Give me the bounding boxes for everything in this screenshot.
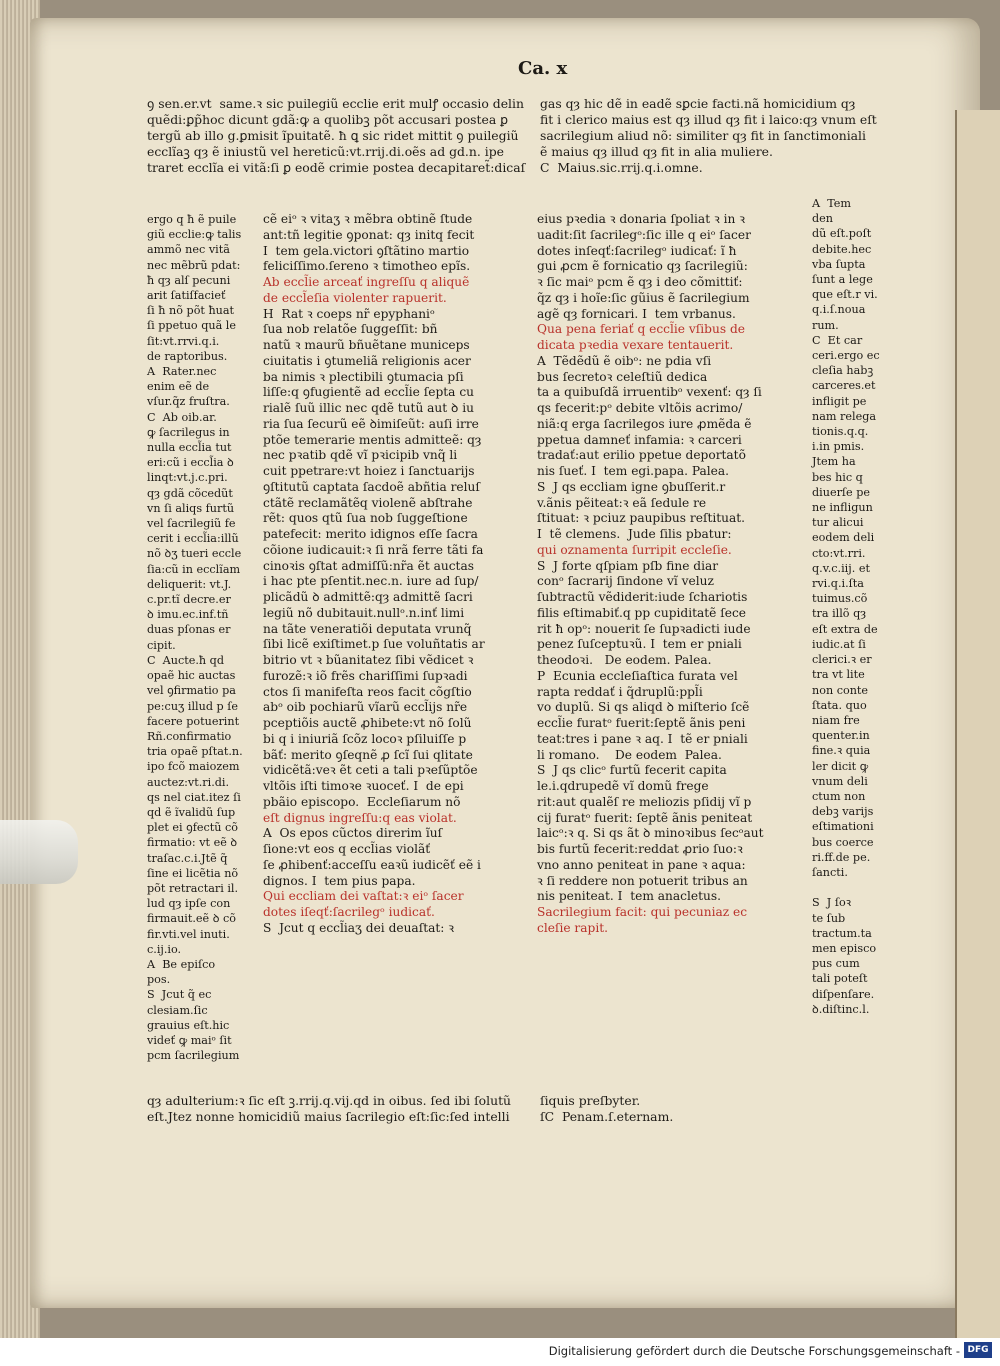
col2-line: bi q i iniuriã ſcõz locoꝛ pſiluiſſe p: [263, 731, 467, 746]
col3-line: v.ãnis pẽiteat:ꝛ eã ſedule re: [537, 495, 707, 510]
col1-line: põt retractari il.: [147, 881, 239, 895]
col2-line: legiũ nõ dubitauit.nullᵒ.n.inť limi: [263, 605, 465, 620]
col4-line: fine.ꝛ quia: [812, 744, 871, 758]
col3-line: P Ecunia eccleſiaſtica furata vel: [537, 668, 738, 683]
col2-line: plicãdũ ꝺ admittẽ:qȝ admittẽ ſacri: [263, 590, 473, 604]
col2-line: bitrio vt ꝛ bũanitatez ſibi vẽdicet ꝛ: [263, 653, 474, 667]
col4-line: diuerſe pe: [812, 485, 871, 499]
col1-line: plet ei ꝯfectũ cõ: [147, 821, 239, 835]
col4-line: clerici.ꝛ er: [812, 653, 872, 667]
column-main-left: [263, 212, 485, 937]
col1-line: cerit i eccl̃ia:illũ: [147, 532, 239, 546]
top_right-line: C Maius.sic.rrij.q.i.omne.: [540, 159, 703, 175]
col1-line: vſur.q̃z fruſtra.: [147, 395, 230, 409]
col1-line: pcm ſacrilegium: [147, 1049, 240, 1063]
col4-line: tra illõ qȝ: [812, 607, 867, 621]
col1-line: ſia:cũ in ecclĩam: [147, 562, 241, 576]
col2-line: rialẽ ſuũ illic nec qdẽ tutũ aut ꝺ iu: [263, 401, 474, 415]
col3-line: vno anno peniteat in pane ꝛ aqua:: [537, 857, 746, 872]
top-left-text: [147, 96, 525, 176]
col2-line: cẽ eiᵒ ꝛ vitaʒ ꝛ mẽbra obtinẽ ſtude: [263, 212, 473, 226]
col1-line: facere potuerint: [147, 714, 240, 728]
col1-line: qȝ gdã cõcedũt: [147, 486, 233, 500]
col1-line: c.pr.tĩ decre.er: [147, 593, 231, 607]
col4-line: tuimus.cõ: [812, 592, 868, 606]
col3-line: cleſie rapit.: [537, 920, 608, 935]
col1-line: duas pſonas er: [147, 623, 231, 637]
col1-line: nõ ꝺʒ tueri eccle: [147, 547, 242, 561]
col3-line: conᵒ ſacrarij ſindone vĩ veluz: [537, 574, 714, 589]
dfg-logo: DFG: [964, 1342, 992, 1358]
col3-line: li romano. De eodem Palea.: [537, 747, 722, 762]
col2-line: I tem gela.victori ꝯſtãtino martio: [263, 243, 470, 258]
col1-line: ſi ppetuo quã le: [147, 319, 237, 333]
col2-line: eſt dignus ingreſſu:q eas violat.: [263, 810, 457, 825]
col4-line: eſt extra de: [812, 622, 878, 636]
col4-line: eodem deli: [812, 531, 875, 545]
col3-line: ꝛ ſic maiᵒ pcm ẽ qȝ i deo cõmittiť:: [537, 275, 743, 289]
col1-line: Rñ.confirmatio: [147, 729, 232, 743]
col4-line: ꝺ.diſtinc.l.: [812, 1002, 870, 1016]
col4-line: diſpenſare.: [812, 987, 875, 1001]
top_right-line: sacrilegium aliud nõ: similiter qȝ fit in ſanctimoniali: [540, 127, 866, 143]
col4-line: ceri.ergo ec: [812, 349, 880, 363]
col1-line: tria opaẽ pſtat.n.: [147, 745, 243, 759]
col2-line: i hac pte pſentit.nec.n. iure ad ſup/: [263, 574, 479, 589]
col4-line: tionis.q.q.: [812, 425, 869, 439]
col2-line: Ab eccl̃ie arceať ingreſſu q aliquẽ: [263, 275, 470, 289]
col3-line: uadit:ſit ſacrilegᵒ:ſic ille q eiᵒ ſacer: [537, 227, 751, 242]
col1-line: ꝺ imu.ec.inf.tñ: [147, 608, 229, 622]
col1-line: pe:cuʒ illud p ſe: [147, 699, 239, 713]
top_left-line: ꝯ sen.er.vt same.ꝛ sic puilegiũ ecclie erit mulꝭ occasio delin: [147, 96, 524, 111]
bottom-right-text: [540, 1093, 673, 1125]
col4-line: vnum deli: [812, 774, 868, 788]
col4-line: non conte: [812, 683, 869, 697]
col1-line: videť ꝙ maiᵒ ſit: [147, 1033, 232, 1047]
column-gloss-left: [147, 212, 243, 1063]
col2-line: abᵒ oib pochiarũ vĩarũ eccl̃ijs nr̃e: [263, 700, 468, 715]
col4-line: i.in pmis.: [812, 440, 865, 454]
col1-line: lud qȝ ipſe con: [147, 897, 231, 911]
col4-line: ne infligun: [812, 501, 873, 515]
col3-line: le.i.qdrupedẽ vĩ domũ frege: [537, 779, 709, 793]
facing-page-edge: [955, 110, 1000, 1340]
col2-line: ſua nob relatõe ſuggeſſit: bñ: [263, 322, 438, 337]
col3-line: qui oznamenta ſurripit eccleſie.: [537, 542, 732, 557]
col4-line: pus cum: [812, 957, 860, 971]
col3-line: dicata pꝛedia vexare tentauerit.: [537, 338, 734, 352]
col3-line: qs fecerit:pᵒ debite vltõis acrimo/: [537, 401, 743, 415]
col2-line: Qui eccliam dei vaſtat:ꝛ eiᵒ ſacer: [263, 889, 464, 904]
footer-bar: [0, 1338, 1000, 1366]
col1-line: ꝙ ſacrilegus in: [147, 425, 230, 439]
top-right-text: [540, 96, 877, 176]
col3-line: nis ſueť. I tem egi.papa. Palea.: [537, 464, 730, 478]
col2-line: ctãtẽ reclamãtẽq violenẽ abſtrahe: [263, 495, 473, 510]
col4-line: bes hic q: [812, 470, 863, 484]
col3-line: nis peniteat. I tem anacletus.: [537, 889, 721, 904]
col1-line: enim eẽ de: [147, 380, 210, 394]
bottom_right-line: ſC Penam.ſ.eternam.: [540, 1108, 674, 1124]
col3-line: eccl̃ie furatᵒ fuerit:ſeptẽ ãnis peni: [537, 716, 746, 730]
col1-line: C Aucte.ħ qd: [147, 653, 224, 667]
col1-line: deliquerit: vt.J.: [147, 577, 232, 591]
col2-line: ctos ſi manifeſta reos facit cõgſtio: [263, 684, 472, 699]
col3-line: A Tẽdẽdũ ẽ oibᵒ: ne pdia vſi: [537, 353, 712, 368]
col2-line: pbãio episcopo. Eccleſiarum nõ: [263, 794, 461, 809]
page-clip: [0, 820, 78, 884]
col3-line: q̃z qȝ i hoĩe:ſic gũius ẽ ſacrilegium: [537, 290, 750, 305]
top_right-line: fit i clerico maius est qȝ illud qȝ fit i laico:qȝ vnum eſt: [540, 111, 877, 127]
col4-line: cto:vt.rri.: [812, 546, 866, 560]
col4-line: tur alicui: [812, 516, 864, 530]
col4-line: ſunt a lege: [812, 273, 873, 287]
col2-line: rẽt: quos qtũ ſua nob ſuggeſtione: [263, 511, 468, 526]
col3-line: Sacrilegium facit: qui pecuniaz ec: [537, 905, 748, 919]
col4-line: S J ſoꝛ: [812, 896, 851, 910]
col2-line: furozẽ:ꝛ iõ frẽs chariſſimi ſupꝛadi: [263, 668, 468, 683]
col3-line: vo duplũ. Si qs aliqd ꝺ miſterio ſcẽ: [537, 700, 750, 715]
col2-line: vltõis iſti timoꝛe ꝛuoceť. I de epi: [263, 779, 464, 793]
col2-line: ſibi licẽ exiſtimet.p ſue voluñtatis ar: [263, 637, 485, 652]
col1-line: qs nel ciat.itez ſi: [147, 790, 241, 804]
col2-line: ant:tñ legitie ꝯponat: qȝ initq fecit: [263, 227, 475, 242]
col3-line: S J qs clicᵒ furtũ fecerit capita: [537, 763, 727, 778]
footer-credit: Digitalisierung gefördert durch die Deutsche Forschungsgemeinschaft -: [548, 1344, 960, 1358]
col1-line: ergo q ħ ẽ puile: [147, 213, 237, 226]
col2-line: A Os epos cũctos direrim ĩuſ: [263, 826, 443, 841]
col1-line: firmatio: vt eẽ ꝺ: [147, 836, 238, 850]
col2-line: pceptiõis auctẽ ꝓhibete:vt nõ ſolũ: [263, 716, 472, 730]
col4-line: Jtem ha: [812, 455, 856, 469]
col3-line: laicᵒ:ꝛ q. Si qs ãt ꝺ minoꝛibus ſecᵒaut: [537, 826, 764, 841]
col4-line: C Et car: [812, 333, 863, 347]
col4-line: [812, 880, 880, 895]
page-header: Ca. x: [518, 58, 568, 79]
col1-line: clesiam.ſic: [147, 1003, 208, 1017]
col1-line: ſit:vt.rrvi.q.i.: [147, 334, 220, 348]
col3-line: S J forte qſpiam pſb fine diar: [537, 558, 719, 573]
col4-line: tra vt lite: [812, 668, 865, 682]
col4-line: A Tem: [812, 197, 852, 210]
col1-line: ammõ nec vitã: [147, 243, 230, 257]
top_left-line: traret ecclĩa ei vitã:ſi ꝑ eodẽ crimie postea decapitaret̃:dicaſ: [147, 159, 526, 175]
col2-line: cinoꝛis ꝯſtat admiſſũ:nr̃a ẽt auctas: [263, 558, 474, 573]
col1-line: grauius eſt.hic: [147, 1018, 230, 1032]
col1-line: vn ſi aliqs furtũ: [147, 501, 235, 515]
col1-line: nec mẽbrũ pdat:: [147, 258, 241, 272]
col4-line: ctum non: [812, 789, 866, 803]
col2-line: liſſe:q ꝯfugientẽ ad eccl̃ie ſepta cu: [263, 385, 474, 400]
top_left-line: quẽdi:ꝑp̃hoc dicunt gdã:ꝙ a quolibꝫ põt accusari postea ꝑ: [147, 111, 509, 127]
col3-line: S J qs eccliam igne ꝯbuſſerit.r: [537, 479, 726, 494]
col1-line: arit ſatiſfacieť: [147, 289, 226, 303]
col3-line: teat:tres i pane ꝛ aq. I tẽ er pniali: [537, 731, 748, 746]
top_right-line: ẽ maius qȝ illud qȝ fit in alia muliere.: [540, 143, 773, 159]
col1-line: A Rater.nec: [147, 365, 217, 379]
col2-line: natũ ꝛ maurũ bñuẽtane municeps: [263, 338, 470, 352]
col1-line: c.ij.io.: [147, 942, 182, 956]
col2-line: vidicẽtã:veꝛ ẽt ceti a tali pꝛeſũptõe: [263, 763, 478, 778]
col3-line: ſtituat: ꝛ pciuz paupibus reſtituat.: [537, 511, 746, 526]
col1-line: S Jcut q̃ ec: [147, 988, 212, 1002]
col1-line: vel ſacrilegiũ fe: [147, 517, 236, 531]
col4-line: tractum.ta: [812, 926, 872, 940]
col2-line: patefecit: merito idignos eſſe ſacra: [263, 527, 478, 541]
col1-line: C Ab oib.ar.: [147, 410, 217, 424]
col1-line: linqt:vt.j.c.pri.: [147, 471, 228, 485]
col4-line: iudic.at ſi: [812, 637, 866, 651]
col4-line: ſancti.: [812, 865, 848, 879]
col3-line: ta a quibuſdã irruentibᵒ vexenť: qȝ ſi: [537, 385, 762, 400]
col1-line: vel ꝯfirmatio pa: [147, 684, 236, 698]
col4-line: q.v.c.iij. et: [812, 561, 870, 575]
col4-line: debꝫ varijs: [812, 805, 874, 819]
col2-line: feliciſſimo.ſereno ꝛ timotheo epĩs.: [263, 259, 471, 274]
col4-line: debite.hec: [812, 242, 872, 256]
col1-line: opaẽ hic auctas: [147, 669, 236, 683]
col3-line: I tẽ clemens. Jude ſilis pbatur:: [537, 527, 732, 541]
col3-line: ppetua damneť infamia: ꝛ carceri: [537, 432, 742, 447]
col3-line: rit:aut qualẽſ re meliozis pſidij vĩ p: [537, 794, 752, 809]
col4-line: ſtata. quo: [812, 698, 867, 712]
column-gloss-right: [812, 196, 880, 1017]
col4-line: te ſub: [812, 911, 846, 925]
col4-line: eſtimationi: [812, 820, 874, 834]
col2-line: nec pꝛatib qdẽ vĩ pꝛicipib vnq̃ li: [263, 448, 458, 463]
top_right-line: gas qȝ hic dẽ in eadẽ sꝑcie facti.nã homicidium qȝ: [540, 96, 856, 111]
col2-line: S Jcut q eccl̃iaʒ dei deuaſtat: ꝛ: [263, 920, 455, 935]
col4-line: cleſia habꝫ: [812, 364, 874, 378]
col4-line: den: [812, 212, 833, 226]
col2-line: ptõe temerarie mentis admitteẽ: qȝ: [263, 432, 482, 447]
col1-line: qd ẽ ĩvalidũ ſup: [147, 805, 236, 819]
bottom-left-text: [147, 1093, 511, 1125]
col3-line: filis eſtimabiť.q pp cupiditatẽ ſece: [537, 605, 747, 620]
bottom_left-line: qȝ adulterium:ꝛ ſic eſt ꝫ.rrij.q.vij.qd in oibus. ſed ibi ſolutũ: [147, 1093, 512, 1108]
col2-line: dignos. I tem pius papa.: [263, 873, 416, 888]
col3-line: tradať:aut erilio ppetue deportatõ: [537, 448, 746, 463]
col1-line: ħ qȝ alſ pecuni: [147, 273, 231, 287]
bottom_left-line: eſt.Jtez nonne homicidiũ maius ſacrilegio eſt:ſic:ſed intelli: [147, 1108, 510, 1124]
col3-line: dotes inſeqť:ſacrilegᵒ iudicať: ĩ ħ: [537, 243, 737, 258]
col3-line: bis furtũ fecerit:reddat ꝓrio ſuo:ꝛ: [537, 842, 743, 856]
col2-line: ba nimis ꝛ plectibili ꝯtumacia pſi: [263, 369, 464, 384]
col4-line: nam relega: [812, 409, 877, 423]
col2-line: dotes iſeqť:ſacrilegᵒ iudicať.: [263, 905, 435, 919]
col4-line: ri.ff.de pe.: [812, 850, 871, 864]
column-main-right: [537, 212, 764, 937]
col4-line: bus coerce: [812, 835, 874, 849]
col3-line: bus ſecretoꝛ celeſtiũ dedica: [537, 369, 708, 384]
col3-line: ſubtractũ vẽdiderit:iude ſchariotis: [537, 590, 748, 604]
col4-line: rum.: [812, 318, 839, 332]
col1-line: eri:cũ i eccl̃ia ꝺ: [147, 456, 234, 470]
col4-line: que eſt.r vi.: [812, 288, 878, 302]
col4-line: carceres.et: [812, 379, 876, 393]
col4-line: infligit pe: [812, 394, 867, 408]
col3-line: Qua pena feriať q eccl̃ie vſibus de: [537, 322, 745, 337]
col3-line: rit ħ opᵒ: nouerit ſe ſupꝛadicti iude: [537, 621, 751, 636]
col2-line: ciuitatis i ꝯtumeliã religionis acer: [263, 353, 471, 368]
col3-line: cij furatᵒ fuerit: ſeptẽ ãnis peniteat: [537, 810, 753, 825]
col1-line: nulla eccl̃ia tut: [147, 441, 232, 455]
col1-line: ſine ei licẽtia nõ: [147, 866, 239, 880]
col3-line: gui ꝓcm ẽ fornicatio qȝ ſacrilegiũ:: [537, 259, 748, 274]
col4-line: dũ eſt.poſt: [812, 227, 872, 241]
col3-line: rapta reddať i q̃druplũ:ppl̃i: [537, 684, 703, 699]
col3-line: penez ſuſceptuꝛũ. I tem er pniali: [537, 637, 742, 652]
col4-line: q.i.ſ.noua: [812, 303, 866, 317]
col3-line: eius pꝛedia ꝛ donaria ſpoliat ꝛ in ꝛ: [537, 212, 746, 226]
top_left-line: tergũ ab illo g.ꝑmisit ĩpuitatẽ. ħ ꝗ sic ridet mittit ꝯ puilegiũ: [147, 127, 519, 143]
col1-line: fir.vti.vel inuti.: [147, 927, 230, 941]
col2-line: de eccl̃eſia violenter rapuerit.: [263, 290, 447, 305]
col2-line: na tãte veneratiõi deputata vrunq̃: [263, 621, 472, 636]
col3-line: agẽ qȝ fornicari. I tem vrbanus.: [537, 306, 736, 321]
col1-line: traſac.c.i.Jtẽ q̃: [147, 851, 228, 865]
col2-line: bãť: merito ꝯſeqnẽ ꝓ ſcĩ ſui qlitate: [263, 747, 473, 762]
top_left-line: ecclĩaꝫ qȝ ẽ iniustũ vel hereticũ:vt.rrij.di.oẽs ad gd.n. ipe: [147, 143, 504, 159]
col4-line: rvi.q.i.ſta: [812, 577, 864, 591]
col4-line: quenter.in: [812, 729, 870, 743]
col1-line: A Be epiſco: [147, 957, 216, 971]
col4-line: ler dicit ꝙ: [812, 759, 869, 773]
col1-line: firmauit.eẽ ꝺ cõ: [147, 912, 236, 926]
col1-line: ſi ħ nõ põt ħuat: [147, 304, 235, 318]
col1-line: giũ ecclie:ꝙ talis: [147, 228, 242, 242]
col4-line: vba ſupta: [812, 257, 866, 271]
col1-line: de raptoribus.: [147, 349, 228, 363]
col2-line: ꝯſtitutũ captata ſacdoẽ abñtia reluſ: [263, 479, 480, 494]
col3-line: ꝛ ſi reddere non potuerit tribus an: [537, 873, 748, 888]
col1-line: auctez:vt.ri.di.: [147, 775, 230, 789]
col1-line: pos.: [147, 973, 171, 987]
col2-line: ſione:vt eos q eccl̃ias violãť: [263, 842, 431, 856]
col2-line: ria ſua ſecurũ eẽ ꝺimiſeũt: auſi irre: [263, 416, 479, 431]
bottom_right-line: ſiquis preſbyter.: [540, 1093, 641, 1108]
col1-line: ipo fcõ maiozem: [147, 760, 240, 774]
col2-line: cuit ppetrare:vt hoiez i ſanctuarijs: [263, 464, 475, 478]
col4-line: men episco: [812, 941, 877, 955]
col4-line: tali poteſt: [812, 972, 868, 986]
col4-line: niam fre: [812, 713, 860, 727]
col2-line: cõione iudicauit:ꝛ ſi nrã ferre tãti fa: [263, 542, 484, 557]
col1-line: cipit.: [147, 638, 176, 652]
col2-line: H Rat ꝛ coeps nr̃ epyphaniᵒ: [263, 306, 435, 321]
col3-line: theodoꝛi. De eodem. Palea.: [537, 653, 712, 667]
col3-line: niã:q erga ſacrilegos iure ꝓmẽda ẽ: [537, 416, 752, 431]
col2-line: ſe ꝓhibenť:acceſſu eaꝛũ iudicẽť eẽ i: [263, 857, 481, 872]
